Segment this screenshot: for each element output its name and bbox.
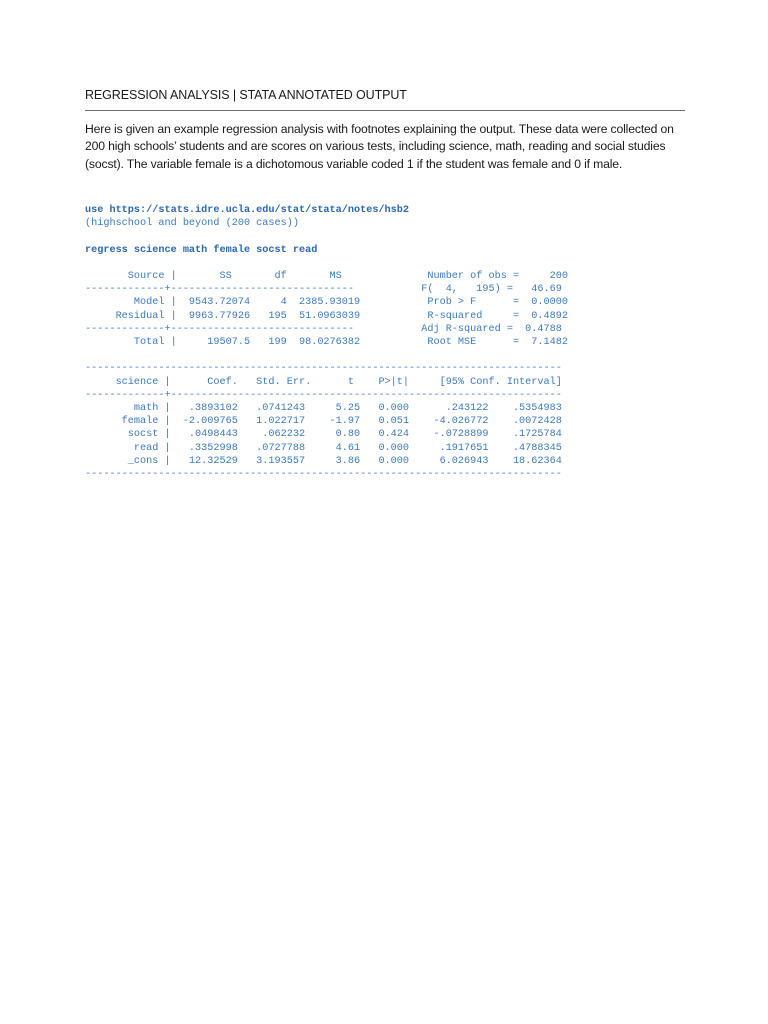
variable-socst: socst [88, 156, 117, 171]
coef-row: female | -2.009765 1.022717 -1.97 0.051 -4.026772 .0072428 [85, 416, 562, 428]
anova-row: Source | SS df MS Number of obs = 200 [85, 271, 568, 283]
coef-row: ------------------------------------------------------------------------------ [85, 469, 562, 481]
stata-output [85, 204, 568, 481]
variable-female: female [195, 156, 231, 171]
anova-row: Total | 19507.5 199 98.0276382 Root MSE = 7.1482 [85, 337, 568, 349]
coef-row: read | .3352998 .0727788 4.61 0.000 .1917651 .4788345 [85, 442, 562, 454]
anova-row: Residual | 9963.77926 195 51.0963039 R-squared = 0.4892 [85, 310, 568, 322]
document-title: REGRESSION ANALYSIS | STATA ANNOTATED OUTPUT [85, 88, 407, 102]
anova-row: -------------+------------------------------ Adj R-squared = 0.4788 [85, 323, 562, 335]
intro-text-2: ). The variable [116, 156, 196, 171]
intro-text-1: Here is given an example regression analysis with footnotes explaining the output. These data were collected on 200 high schools’ students and are scores on various tests, including science, math, reading and social studies ( [85, 122, 674, 171]
anova-row: -------------+------------------------------ F( 4, 195) = 46.69 [85, 284, 562, 296]
coef-row: _cons | 12.32529 3.193557 3.86 0.000 6.026943 18.62364 [85, 455, 562, 467]
coef-row: ------------------------------------------------------------------------------ [85, 363, 562, 375]
intro-text-3: is a dichotomous variable coded 1 if the student was female and 0 if male. [230, 156, 623, 171]
regress-command: regress science math female socst read [85, 244, 318, 256]
title-divider [85, 110, 685, 111]
anova-row: Model | 9543.72074 4 2385.93019 Prob > F = 0.0000 [85, 297, 568, 309]
intro-paragraph [85, 121, 685, 173]
coef-row: science | Coef. Std. Err. t P>|t| [95% Conf. Interval] [85, 376, 562, 388]
dataset-label: (highschool and beyond (200 cases)) [85, 218, 299, 230]
coef-row: math | .3893102 .0741243 5.25 0.000 .243122 .5354983 [85, 403, 562, 415]
coef-row: socst | .0498443 .062232 0.80 0.424 -.0728899 .1725784 [85, 429, 562, 441]
coef-row: -------------+---------------------------------------------------------------- [85, 389, 562, 401]
use-command: use https://stats.idre.ucla.edu/stat/stata/notes/hsb2 [85, 205, 410, 216]
